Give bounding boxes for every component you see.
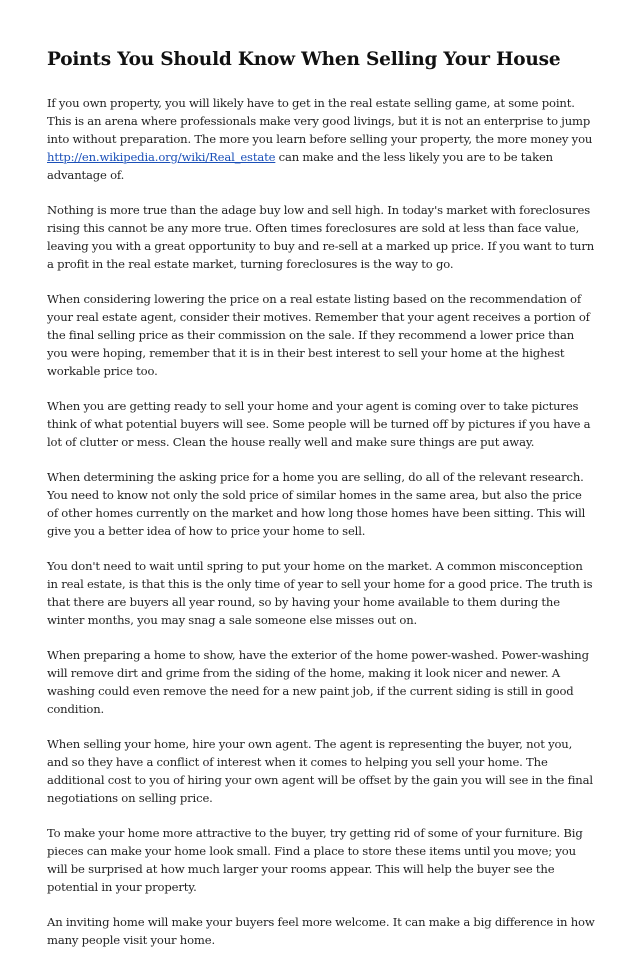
paragraph-6: You don't need to wait until spring to put your home on the market. A common misconception in real estate, is that this is the only time of year to sell your home for a good price. The truth is that there are buyers all year round, so by having your home available to them during the winter months, you may snag a sale someone else misses out on.: [47, 559, 593, 627]
paragraph-9: To make your home more attractive to the buyer, try getting rid of some of your furniture. Big pieces can make your home look small. Find a place to store these items until you move; you will be surprised at how much larger your rooms appear. This will help the buyer see the potential in your property.: [47, 826, 583, 894]
paragraph-1-text-before: If you own property, you will likely have to get in the real estate selling game, at some point. This is an arena where professionals make very good livings, but it is not an enterprise to jump into without preparation. The more you learn before selling your property, the more money you: [47, 96, 593, 146]
paragraph-10: An inviting home will make your buyers feel more welcome. It can make a big difference in how many people visit your home.: [47, 915, 595, 947]
paragraph-1-text-after: can make and the less likely you are to be taken advantage of.: [47, 150, 553, 182]
paragraph-2: Nothing is more true than the adage buy low and sell high. In today's market with foreclosures rising this cannot be any more true. Often times foreclosures are sold at less than face value, leaving you with a great opportunity to buy and re-sell at a marked up price. If you want to turn a profit in the real estate market, turning foreclosures is the way to go.: [47, 203, 595, 271]
document-page: [47, 46, 595, 966]
paragraph-8: When selling your home, hire your own agent. The agent is representing the buyer, not you, and so they have a conflict of interest when it comes to helping you sell your home. The additional cost to you of hiring your own agent will be offset by the gain you will see in the final negotiations on selling price.: [47, 737, 593, 805]
paragraph-1: [47, 94, 595, 184]
document-title: Points You Should Know When Selling Your House: [47, 49, 561, 70]
paragraph-3: When considering lowering the price on a real estate listing based on the recommendation of your real estate agent, consider their motives. Remember that your agent receives a portion of the final selling price as their commission on the sale. If they recommend a lower price than you were hoping, remember that it is in their best interest to sell your home at the highest workable price too.: [47, 292, 590, 378]
paragraph-4: When you are getting ready to sell your home and your agent is coming over to take pictures think of what potential buyers will see. Some people will be turned off by pictures if you have a lot of clutter or mess. Clean the house really well and make sure things are put away.: [47, 399, 591, 449]
paragraph-7: When preparing a home to show, have the exterior of the home power-washed. Power-washing will remove dirt and grime from the siding of the home, making it look nicer and newer. A washing could even remove the need for a new paint job, if the current siding is still in good condition.: [47, 648, 589, 716]
paragraph-5: When determining the asking price for a home you are selling, do all of the relevant research. You need to know not only the sold price of similar homes in the same area, but also the price of other homes currently on the market and how long those homes have been sitting. This will give you a better idea of how to price your home to sell.: [47, 470, 586, 538]
real-estate-wiki-link[interactable]: http://en.wikipedia.org/wiki/Real_estate: [47, 150, 276, 164]
